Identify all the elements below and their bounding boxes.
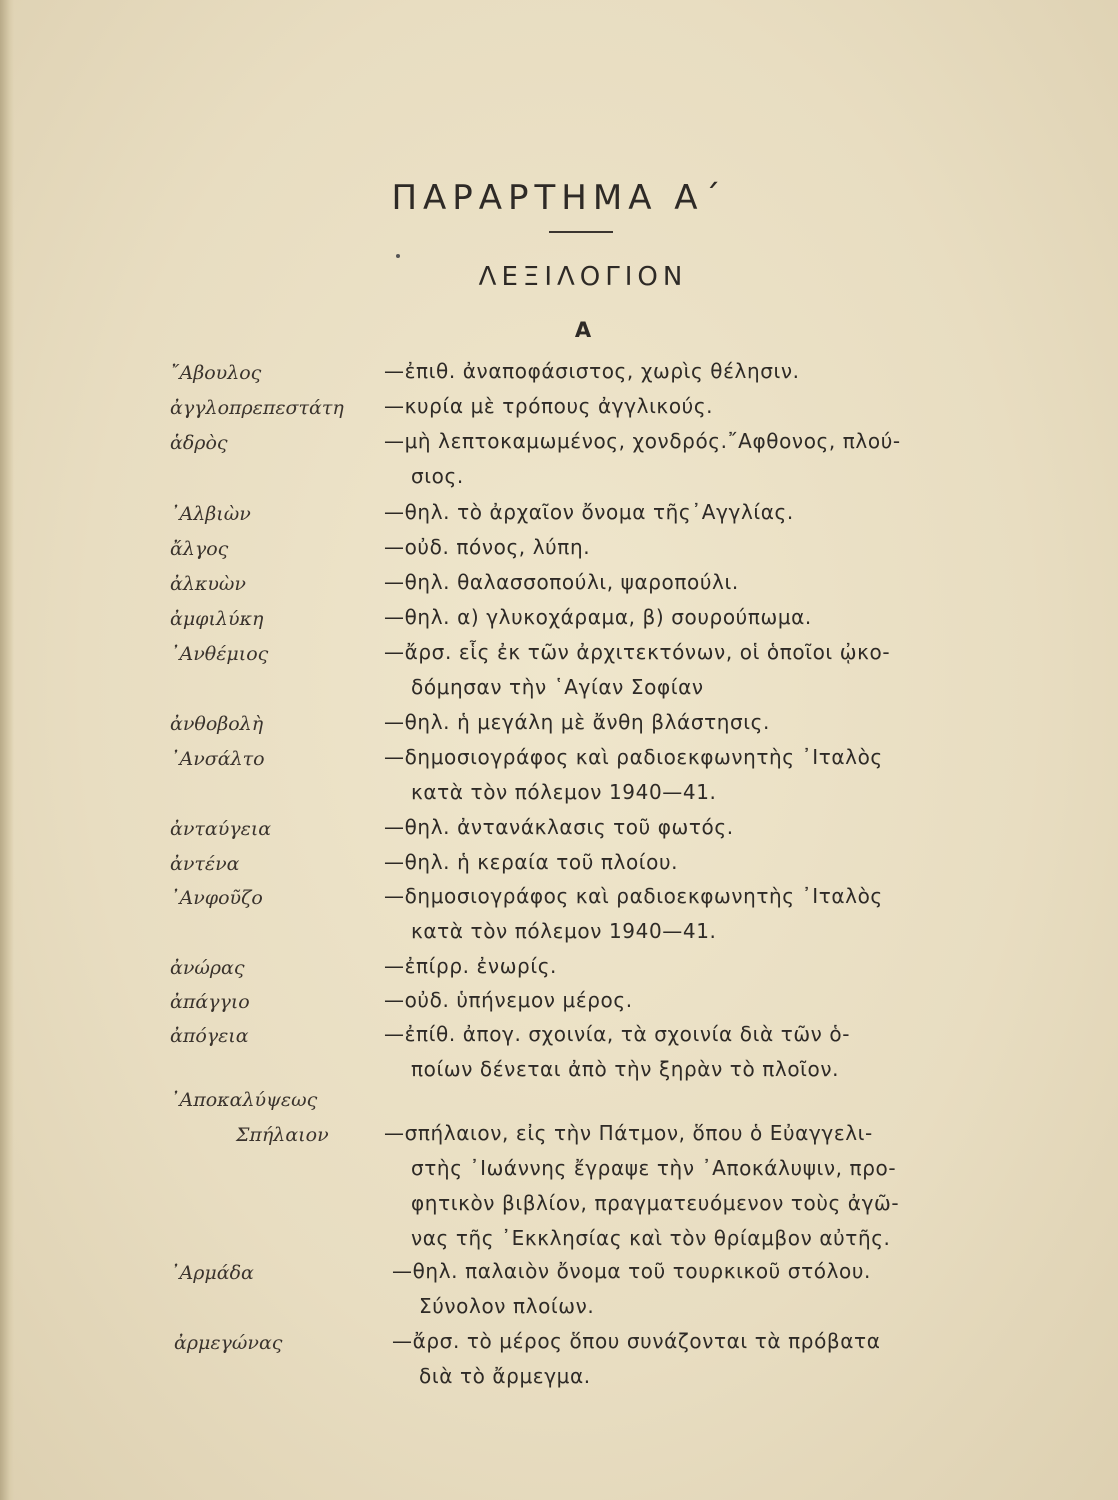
definition-line: —δημοσιογράφος καὶ ραδιοεκφωνητὴς ᾿Ιταλὸς	[384, 745, 883, 769]
glossary-term: ἀνώρας	[170, 957, 245, 979]
glossary-term: ᾿Αλβιὼν	[170, 503, 251, 525]
definition-line: —ἄρσ. τὸ μέρος ὅπου συνάζονται τὰ πρόβατα	[392, 1329, 881, 1353]
glossary-term: ῎Αβουλος	[170, 362, 262, 384]
definition-line: —θηλ. α) γλυκοχάραμα, β) σουρούπωμα.	[384, 605, 812, 629]
glossary-term-continuation: Σπήλαιον	[236, 1124, 329, 1146]
glossary-definition	[384, 565, 1034, 600]
definition-line: ποίων δένεται ἀπὸ τὴν ξηρὰν τὸ πλοῖον.	[411, 1057, 840, 1081]
alphabet-letter-heading: Α	[574, 318, 592, 342]
glossary-definition	[384, 600, 1034, 635]
glossary-definition	[384, 495, 1034, 530]
definition-line: δόμησαν τὴν ῾Αγίαν Σοφίαν	[411, 675, 704, 699]
glossary-definition	[384, 389, 1034, 424]
definition-line: —ἐπιθ. ἀναποφάσιστος, χωρὶς θέλησιν.	[384, 359, 800, 383]
glossary-definition	[384, 879, 1034, 949]
glossary-definition	[392, 1254, 1042, 1324]
glossary-definition	[384, 635, 1034, 705]
page-title: ΠΑΡΑΡΤΗΜΑ Α΄	[391, 178, 727, 218]
definition-line: φητικὸν βιβλίον, πραγματευόμενον τοὺς ἀγῶ-	[411, 1191, 900, 1215]
glossary-term: ἀνταύγεια	[170, 818, 272, 840]
glossary-term: ἀνθοβολὴ	[170, 713, 264, 735]
definition-line: —σπήλαιον, εἰς τὴν Πάτμον, ὅπου ὁ Εὐαγγελι-	[384, 1121, 873, 1145]
glossary-term: ἀμφιλύκη	[170, 608, 264, 630]
glossary-term: ἀγγλοπρεπεστάτη	[170, 397, 344, 419]
glossary-term: ᾿Αρμάδα	[170, 1262, 254, 1284]
glossary-definition	[384, 845, 1034, 880]
definition-line: διὰ τὸ ἄρμεγμα.	[419, 1364, 591, 1388]
definition-line: —θηλ. ἀντανάκλασις τοῦ φωτός.	[384, 815, 734, 839]
definition-line: —ἐπίθ. ἀπογ. σχοινία, τὰ σχοινία διὰ τῶν ὁ-	[384, 1022, 851, 1046]
definition-line: —οὐδ. ὑπήνεμον μέρος.	[384, 988, 633, 1012]
glossary-definition	[384, 983, 1034, 1018]
definition-line: Σύνολον πλοίων.	[419, 1294, 595, 1318]
glossary-term: ἀντένα	[170, 853, 240, 875]
definition-line: —κυρία μὲ τρόπους ἀγγλικούς.	[384, 394, 714, 418]
definition-line: —θηλ. ἡ κεραία τοῦ πλοίου.	[384, 850, 679, 874]
glossary-term: ᾿Ανθέμιος	[170, 643, 269, 665]
definition-line: —θηλ. παλαιὸν ὄνομα τοῦ τουρκικοῦ στόλου.	[392, 1259, 871, 1283]
glossary-definition	[384, 1116, 1034, 1256]
section-subtitle: ΛΕΞΙΛΟΓΙΟΝ	[478, 262, 688, 292]
definition-line: στὴς ᾿Ιωάννης ἔγραψε τὴν ᾿Αποκάλυψιν, προ-	[411, 1156, 897, 1180]
definition-line: —δημοσιογράφος καὶ ραδιοεκφωνητὴς ᾿Ιταλὸς	[384, 884, 883, 908]
definition-line: κατὰ τὸν πόλεμον 1940—41.	[411, 780, 717, 804]
glossary-definition	[384, 740, 1034, 810]
definition-line: —θηλ. θαλασσοπούλι, ψαροπούλι.	[384, 570, 739, 594]
glossary-term: ἄλγος	[170, 538, 229, 560]
definition-line: —ἄρσ. εἷς ἐκ τῶν ἀρχιτεκτόνων, οἱ ὁποῖοι ᾠκο-	[384, 640, 891, 664]
glossary-term: ᾿Αποκαλύψεως	[170, 1089, 318, 1111]
glossary-term: ἁδρὸς	[170, 432, 228, 454]
glossary-definition	[384, 705, 1034, 740]
glossary-term: ᾿Ανσάλτο	[170, 748, 265, 770]
glossary-definition	[384, 949, 1034, 984]
definition-line: —θηλ. τὸ ἀρχαῖον ὄνομα τῆς᾿Αγγλίας.	[384, 500, 794, 524]
definition-line: σιος.	[411, 464, 464, 488]
glossary-term: ἀρμεγώνας	[174, 1332, 283, 1354]
glossary-term: ἀπάγγιο	[170, 991, 250, 1013]
definition-line: —οὐδ. πόνος, λύπη.	[384, 535, 591, 559]
glossary-definition	[384, 1017, 1034, 1087]
definition-line: νας τῆς ᾿Εκκλησίας καὶ τὸν θρίαμβον αὐτῆς.	[411, 1226, 891, 1250]
glossary-term: ἀπόγεια	[170, 1025, 249, 1047]
glossary-definition	[384, 354, 1034, 389]
glossary-term: ᾿Ανφοῦζο	[170, 887, 263, 909]
definition-line: κατὰ τὸν πόλεμον 1940—41.	[411, 919, 717, 943]
glossary-definition	[384, 810, 1034, 845]
definition-line: —μὴ λεπτοκαμωμένος, χονδρός.῎Αφθονος, πλού-	[384, 429, 901, 453]
glossary-definition	[392, 1324, 1042, 1394]
definition-line: —θηλ. ἡ μεγάλη μὲ ἄνθη βλάστησις.	[384, 710, 770, 734]
glossary-term: ἀλκυὼν	[170, 573, 246, 595]
glossary-definition	[384, 424, 1034, 494]
glossary-definition	[384, 530, 1034, 565]
definition-line: —ἐπίρρ. ἐνωρίς.	[384, 954, 558, 978]
